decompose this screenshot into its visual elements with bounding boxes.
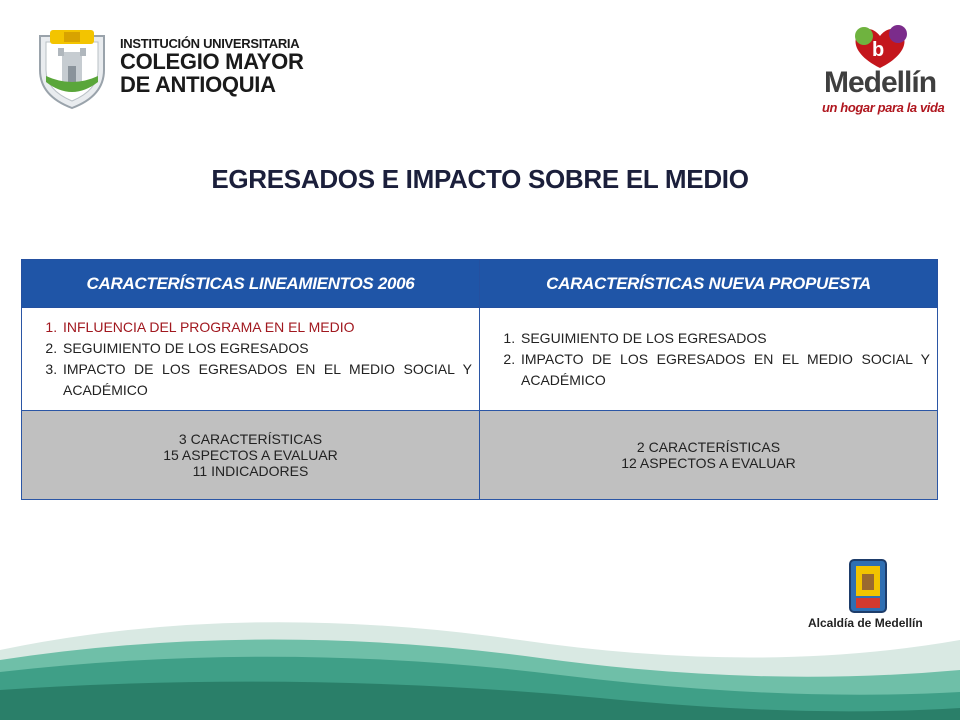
- left-characteristics-list: [23, 317, 478, 401]
- logo-line-2: COLEGIO MAYOR: [120, 49, 304, 74]
- right-characteristics-cell: [480, 308, 938, 411]
- comparison-table: [21, 259, 938, 500]
- header-nueva-propuesta: CARACTERÍSTICAS NUEVA PROPUESTA: [480, 260, 938, 308]
- logo-line-1: INSTITUCIÓN UNIVERSITARIA: [120, 36, 300, 51]
- summary-line: 3 CARACTERÍSTICAS: [178, 431, 323, 447]
- logo-city-name: Medellín: [824, 66, 937, 99]
- list-item: 2. IMPACTO DE LOS EGRESADOS EN EL MEDIO SOCIAL Y ACADÉMICO: [519, 349, 930, 391]
- logo-line-3: DE ANTIOQUIA: [120, 72, 276, 97]
- alcaldia-seal: [808, 558, 938, 638]
- logo-motto: un hogar para la vida: [822, 100, 945, 115]
- summary-line: 11 INDICADORES: [192, 463, 309, 479]
- left-characteristics-cell: [22, 308, 480, 411]
- seal-text: Alcaldía de Medellín: [808, 616, 923, 630]
- right-summary-cell: [480, 411, 938, 500]
- left-summary-cell: [22, 411, 480, 500]
- right-characteristics-list: [481, 328, 936, 391]
- svg-text:b: b: [872, 39, 885, 61]
- list-item: 1. INFLUENCIA DEL PROGRAMA EN EL MEDIO: [61, 317, 472, 338]
- shield-crest-icon: [36, 26, 108, 110]
- page-title: EGRESADOS E IMPACTO SOBRE EL MEDIO: [211, 164, 749, 194]
- table-row-summary: [22, 411, 938, 500]
- header-lineamientos-2006: CARACTERÍSTICAS LINEAMIENTOS 2006: [22, 260, 480, 308]
- medellin-logo: [820, 22, 945, 122]
- colegio-mayor-logo: [36, 26, 306, 110]
- summary-line: 12 ASPECTOS A EVALUAR: [621, 455, 796, 471]
- summary-line: 2 CARACTERÍSTICAS: [636, 439, 781, 455]
- table-header-row: [22, 260, 938, 308]
- list-item: 1. SEGUIMIENTO DE LOS EGRESADOS: [519, 328, 930, 349]
- table-row-characteristics: [22, 308, 938, 411]
- list-item: 2. SEGUIMIENTO DE LOS EGRESADOS: [61, 338, 472, 359]
- list-item: 3. IMPACTO DE LOS EGRESADOS EN EL MEDIO SOCIAL Y ACADÉMICO: [61, 359, 472, 401]
- summary-line: 15 ASPECTOS A EVALUAR: [163, 447, 338, 463]
- city-seal-icon: [848, 558, 888, 614]
- medellin-heart-logo-icon: [850, 22, 910, 72]
